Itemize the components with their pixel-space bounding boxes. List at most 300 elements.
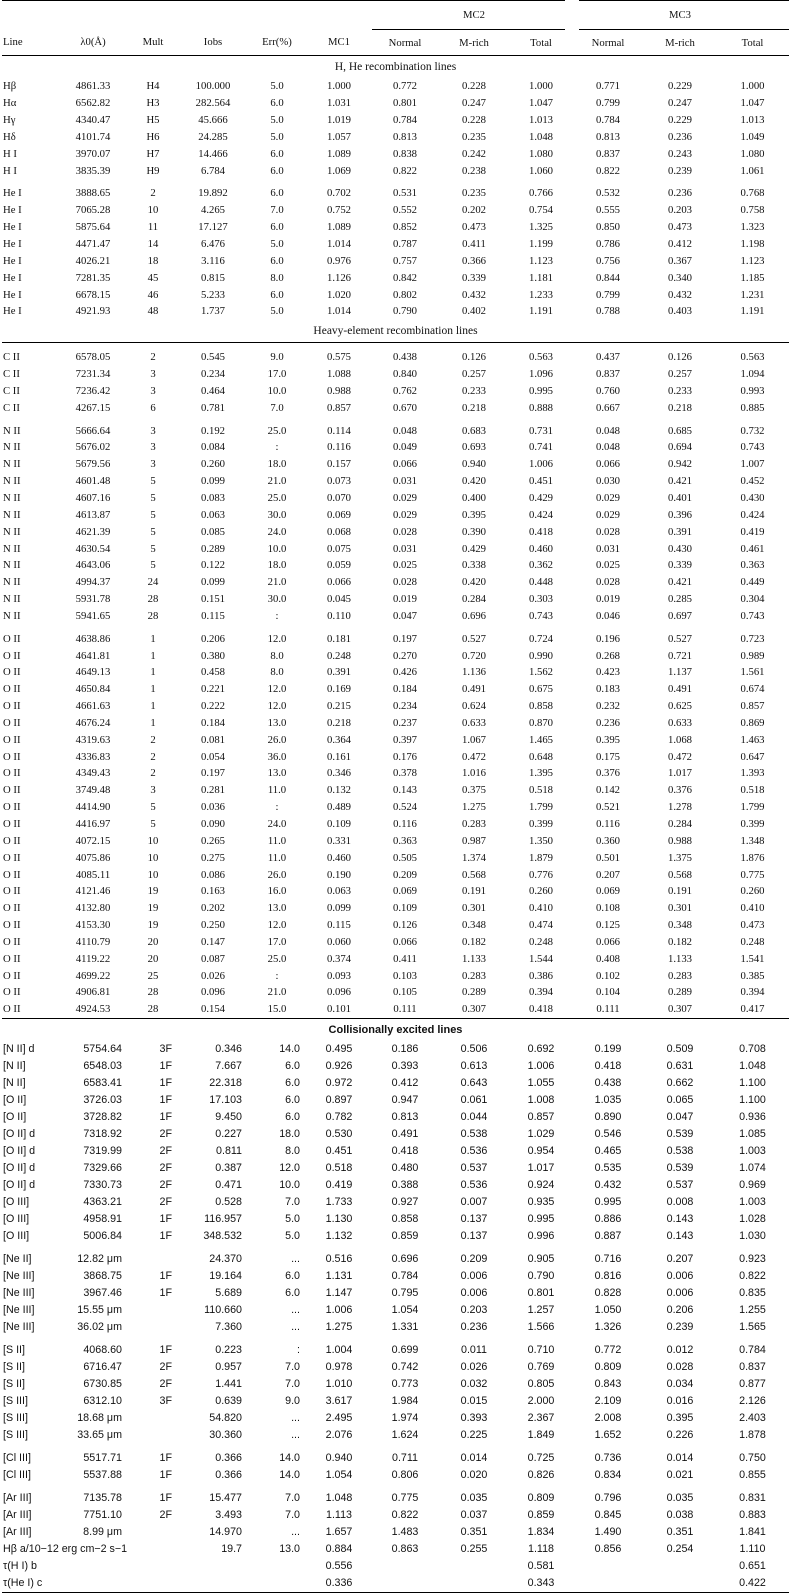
table-cell: 1.048: [325, 1492, 353, 1505]
table-cell: 0.535: [594, 1162, 622, 1175]
table-cell: 0.301: [461, 902, 487, 915]
table-cell: 26.0: [267, 733, 287, 746]
table-cell: 7.0: [270, 401, 284, 414]
table-cell: 0.805: [527, 1378, 555, 1391]
table-cell: 0.842: [392, 271, 418, 284]
table-cell: 0.303: [528, 593, 554, 606]
table-cell: 1.657: [325, 1526, 353, 1539]
table-cell: 0.028: [666, 1361, 694, 1374]
table-cell: 1F: [159, 1492, 172, 1505]
line-label-cell: O II: [3, 649, 21, 662]
line-label-cell: [N II] d: [3, 1043, 35, 1056]
table-cell: 0.202: [461, 204, 487, 217]
table-cell: [128, 1302, 178, 1319]
table-cell: 0.101: [326, 1003, 352, 1016]
table-cell: 1.799: [740, 801, 765, 814]
table-cell: 30.0: [267, 593, 287, 606]
table-cell: 1.257: [527, 1304, 555, 1317]
table-cell: [644, 1575, 716, 1593]
column-header: λ0(Å): [58, 30, 128, 56]
line-label-cell: He I: [3, 271, 22, 284]
table-cell: 0.069: [392, 885, 418, 898]
table-cell: 0.338: [461, 559, 487, 572]
table-row: [2, 557, 789, 574]
table-cell: 2.403: [739, 1412, 766, 1425]
table-cell: 0.430: [667, 542, 693, 555]
table-cell: 0.633: [461, 716, 487, 729]
table-row: [2, 731, 789, 748]
table-cell: 0.856: [594, 1543, 622, 1556]
table-cell: 11.0: [267, 834, 287, 847]
table-cell: 0.075: [326, 542, 352, 555]
table-cell: 0.364: [326, 733, 352, 746]
table-cell: 0.014: [666, 1452, 694, 1465]
table-cell: 0.184: [392, 683, 418, 696]
table-cell: 6.0: [285, 1111, 300, 1124]
table-cell: 1.733: [325, 1196, 353, 1209]
table-cell: 4650.84: [75, 683, 111, 696]
table-cell: ...: [291, 1429, 300, 1442]
table-cell: 2.367: [527, 1412, 555, 1425]
table-cell: 1.133: [667, 952, 693, 965]
table-row: [2, 900, 789, 917]
line-intensity-table: [2, 0, 789, 1593]
table-cell: 0.066: [392, 935, 418, 948]
table-cell: 1.088: [326, 368, 352, 381]
line-label-cell: He I: [3, 305, 22, 318]
table-cell: 0.784: [392, 114, 418, 127]
table-cell: 0.552: [392, 204, 418, 217]
table-row: [2, 1041, 789, 1058]
table-cell: 0.351: [666, 1526, 694, 1539]
table-cell: 0.743: [740, 441, 765, 454]
table-cell: 0.802: [392, 288, 418, 301]
table-cell: 6.0: [270, 147, 284, 160]
table-cell: 0.762: [392, 384, 418, 397]
mc3-group-label: MC3: [644, 1, 716, 30]
table-cell: 10.0: [267, 542, 287, 555]
table-cell: 0.613: [460, 1060, 488, 1073]
table-cell: 0.546: [594, 1128, 622, 1141]
table-cell: 24.285: [198, 130, 228, 143]
header-group-row: [2, 1, 789, 30]
column-header: Total: [510, 30, 572, 56]
line-label-cell: O II: [3, 935, 21, 948]
table-cell: 0.388: [391, 1179, 419, 1192]
table-cell: 3970.07: [75, 147, 111, 160]
table-cell: 0.412: [391, 1077, 419, 1090]
table-cell: 3: [150, 784, 156, 797]
table-cell: 0.536: [460, 1179, 488, 1192]
table-cell: 0.852: [392, 221, 418, 234]
table-cell: 0.438: [594, 1077, 622, 1090]
table-cell: H6: [146, 130, 160, 143]
table-cell: 5.0: [270, 130, 284, 143]
table-cell: 0.254: [666, 1543, 694, 1556]
table-cell: [58, 1575, 128, 1593]
table-cell: 0.006: [666, 1270, 694, 1283]
table-cell: 0.093: [326, 969, 352, 982]
table-cell: 0.096: [326, 986, 352, 999]
line-label-cell: H I: [3, 147, 17, 160]
table-cell: 1.017: [667, 767, 693, 780]
table-cell: 0.161: [326, 750, 352, 763]
table-cell: 2: [150, 351, 156, 364]
table-cell: :: [297, 1344, 300, 1357]
table-row: [2, 383, 789, 400]
line-label-cell: [Ne II]: [3, 1253, 32, 1266]
table-cell: 5.0: [270, 305, 284, 318]
line-label-cell: [S II]: [3, 1378, 25, 1391]
table-cell: H4: [146, 80, 160, 93]
table-cell: 13.0: [267, 902, 287, 915]
table-cell: 1.048: [739, 1060, 766, 1073]
line-label-cell: O II: [3, 750, 21, 763]
table-cell: 0.855: [739, 1469, 766, 1482]
table-cell: 0.236: [595, 716, 621, 729]
table-row: [2, 162, 789, 179]
table-cell: 0.031: [392, 475, 418, 488]
line-label-cell: C II: [3, 401, 20, 414]
table-cell: 0.066: [595, 935, 621, 948]
line-label-cell: N II: [3, 508, 21, 521]
table-cell: 1F: [159, 1077, 172, 1090]
table-cell: 6.0: [270, 254, 284, 267]
table-cell: 0.568: [667, 868, 693, 881]
table-cell: 0.034: [666, 1378, 694, 1391]
table-cell: 6312.10: [83, 1395, 122, 1408]
table-row: [2, 799, 789, 816]
table-cell: 1F: [159, 1287, 172, 1300]
table-cell: 1.275: [325, 1321, 353, 1334]
table-cell: 0.037: [460, 1509, 488, 1522]
table-row: [2, 715, 789, 732]
table-cell: 0.376: [667, 784, 693, 797]
line-label-cell: O II: [3, 885, 21, 898]
table-row: [2, 95, 789, 112]
table-cell: 0.021: [666, 1469, 694, 1482]
table-row: [2, 236, 789, 253]
table-cell: 0.054: [200, 750, 226, 763]
table-cell: 6.784: [200, 164, 226, 177]
table-cell: 28: [147, 593, 159, 606]
table-cell: 0.563: [528, 351, 554, 364]
table-cell: 0.838: [392, 147, 418, 160]
table-cell: 0.366: [215, 1469, 242, 1482]
table-cell: 8.0: [270, 666, 284, 679]
table-cell: 0.116: [327, 441, 351, 454]
table-cell: 0.989: [740, 649, 765, 662]
table-cell: 0.206: [666, 1304, 694, 1317]
table-cell: 7319.99: [83, 1145, 122, 1158]
table-cell: 0.940: [461, 458, 487, 471]
table-cell: 0.837: [595, 368, 621, 381]
table-cell: 0.766: [528, 187, 554, 200]
table-cell: 1.006: [528, 458, 554, 471]
table-cell: 0.006: [460, 1287, 488, 1300]
table-row: [2, 1484, 789, 1507]
table-cell: 0.683: [461, 424, 487, 437]
table-cell: 0.888: [528, 401, 554, 414]
table-cell: 1.061: [740, 164, 765, 177]
table-cell: 45: [147, 271, 159, 284]
table-cell: 0.104: [595, 986, 621, 999]
table-cell: 0.775: [740, 868, 765, 881]
table-cell: 21.0: [267, 576, 287, 589]
table-cell: 0.995: [594, 1196, 622, 1209]
table-cell: [128, 1319, 178, 1336]
line-label-cell: [S II]: [3, 1361, 25, 1374]
table-cell: 0.858: [528, 700, 554, 713]
table-cell: 1.050: [594, 1304, 622, 1317]
table-cell: 0.044: [460, 1111, 488, 1124]
table-cell: 1.350: [528, 834, 554, 847]
line-label-cell: [Ne III]: [3, 1270, 35, 1283]
line-label-cell: [Ar III]: [3, 1509, 32, 1522]
table-row: [2, 1376, 789, 1393]
table-cell: 0.863: [391, 1543, 419, 1556]
table-cell: 18.0: [267, 559, 287, 572]
table-cell: 0.225: [460, 1429, 488, 1442]
table-cell: 3868.75: [83, 1270, 122, 1283]
table-cell: 0.235: [461, 187, 487, 200]
table-row: [2, 1359, 789, 1376]
table-cell: 15.0: [267, 1003, 287, 1016]
line-label-cell: N II: [3, 475, 21, 488]
table-cell: 0.758: [740, 204, 765, 217]
table-cell: 0.537: [666, 1179, 694, 1192]
table-cell: 0.378: [392, 767, 418, 780]
table-row: [2, 1160, 789, 1177]
table-cell: 0.068: [326, 525, 352, 538]
table-cell: 10: [147, 868, 159, 881]
table-cell: 0.858: [391, 1213, 419, 1226]
table-cell: 0.343: [510, 1575, 572, 1593]
table-cell: 0.190: [326, 868, 352, 881]
table-cell: 0.843: [594, 1378, 622, 1391]
table-cell: 0.461: [740, 542, 765, 555]
table-cell: 0.063: [326, 885, 352, 898]
table-cell: 0.826: [527, 1469, 555, 1482]
table-cell: 1.255: [739, 1304, 766, 1317]
table-cell: 0.788: [595, 305, 621, 318]
table-cell: 0.518: [528, 784, 554, 797]
table-cell: 18: [147, 254, 159, 267]
table-cell: 0.648: [528, 750, 554, 763]
table-cell: 0.028: [595, 576, 621, 589]
table-row: [2, 399, 789, 416]
table-cell: 0.380: [200, 649, 226, 662]
table-cell: 0.403: [667, 305, 693, 318]
table-cell: 1.085: [739, 1128, 766, 1141]
table-cell: 0.339: [667, 559, 693, 572]
table-cell: 0.126: [461, 351, 487, 364]
table-cell: 1: [150, 632, 156, 645]
table-cell: 0.429: [528, 491, 554, 504]
table-cell: 25.0: [267, 424, 287, 437]
table-cell: 0.031: [392, 542, 418, 555]
line-label-cell: O II: [3, 834, 21, 847]
table-cell: 3: [150, 424, 156, 437]
table-cell: 8.99 μm: [83, 1526, 122, 1539]
table-cell: 0.109: [326, 818, 352, 831]
table-cell: 1.004: [325, 1344, 353, 1357]
column-header: Err(%): [248, 30, 306, 56]
table-row: [2, 1075, 789, 1092]
table-cell: 0.307: [461, 1003, 487, 1016]
table-cell: 0.032: [460, 1378, 488, 1391]
table-cell: 0.142: [595, 784, 621, 797]
table-cell: 0.859: [391, 1230, 419, 1243]
table-cell: 19.7: [221, 1543, 242, 1556]
table-cell: 6678.15: [75, 288, 111, 301]
table-row: [2, 342, 789, 365]
table-cell: 0.250: [200, 919, 226, 932]
table-cell: 0.137: [460, 1230, 488, 1243]
table-cell: 0.815: [200, 271, 226, 284]
column-header: Normal: [372, 30, 438, 56]
table-row: [2, 252, 789, 269]
table-cell: 0.988: [326, 384, 352, 397]
table-cell: 21.0: [267, 986, 287, 999]
table-cell: 0.197: [392, 632, 418, 645]
table-cell: 1.126: [326, 271, 352, 284]
table-cell: [58, 1558, 128, 1575]
table-cell: 4416.97: [75, 818, 111, 831]
table-cell: 0.784: [391, 1270, 419, 1283]
table-cell: 0.065: [666, 1094, 694, 1107]
table-cell: 0.284: [461, 593, 487, 606]
line-label-cell: O II: [3, 767, 21, 780]
table-cell: 1.008: [527, 1094, 555, 1107]
table-cell: [128, 1524, 178, 1541]
table-cell: 7751.10: [83, 1509, 122, 1522]
table-cell: 13.0: [279, 1543, 300, 1556]
table-cell: 1.737: [200, 305, 226, 318]
section-heading-row: [2, 320, 789, 343]
table-cell: 5.0: [285, 1230, 300, 1243]
table-cell: 3888.65: [75, 187, 111, 200]
table-cell: 0.806: [391, 1469, 419, 1482]
table-cell: 0.859: [527, 1509, 555, 1522]
line-label-cell: [S III]: [3, 1429, 28, 1442]
line-label-cell: O II: [3, 733, 21, 746]
line-label-cell: O II: [3, 851, 21, 864]
table-cell: 0.122: [200, 559, 226, 572]
table-row: [2, 1558, 789, 1575]
table-cell: 5: [150, 475, 156, 488]
table-row: [2, 78, 789, 95]
table-cell: 2F: [159, 1145, 172, 1158]
table-cell: 6562.82: [75, 97, 111, 110]
table-cell: 6.0: [285, 1287, 300, 1300]
table-cell: 7.0: [285, 1378, 300, 1391]
table-cell: 0.518: [740, 784, 765, 797]
table-cell: 14.0: [279, 1452, 300, 1465]
table-cell: 0.137: [460, 1213, 488, 1226]
table-cell: 4267.15: [75, 401, 111, 414]
table-cell: 7318.92: [83, 1128, 122, 1141]
table-cell: 1F: [159, 1094, 172, 1107]
table-cell: 0.736: [594, 1452, 622, 1465]
line-label-cell: [Ar III]: [3, 1526, 32, 1539]
table-cell: 6.0: [270, 164, 284, 177]
table-cell: 0.662: [666, 1077, 694, 1090]
table-cell: 6.0: [285, 1094, 300, 1107]
table-cell: 0.927: [391, 1196, 419, 1209]
line-label-cell: [O II] d: [3, 1145, 36, 1158]
table-cell: 2F: [159, 1162, 172, 1175]
table-cell: 0.151: [200, 593, 226, 606]
table-cell: 0.516: [325, 1253, 353, 1266]
table-cell: 0.307: [667, 1003, 693, 1016]
table-cell: 0.995: [527, 1213, 555, 1226]
table-cell: 0.708: [739, 1043, 766, 1056]
table-cell: 0.527: [461, 632, 487, 645]
table-row: [2, 129, 789, 146]
line-label-cell: N II: [3, 576, 21, 589]
table-cell: 0.720: [461, 649, 487, 662]
table-cell: 0.192: [200, 424, 226, 437]
table-cell: 0.206: [200, 632, 226, 645]
table-cell: 0.248: [326, 649, 352, 662]
table-cell: 5.233: [200, 288, 226, 301]
table-cell: 0.045: [326, 593, 352, 606]
table-cell: 0.418: [391, 1145, 419, 1158]
table-cell: 1.068: [667, 733, 693, 746]
table-cell: 0.400: [461, 491, 487, 504]
table-cell: 0.126: [667, 351, 693, 364]
table-cell: 0.448: [528, 576, 554, 589]
table-cell: 0.556: [325, 1560, 353, 1573]
table-cell: 0.203: [460, 1304, 488, 1317]
table-cell: 2F: [159, 1509, 172, 1522]
table-cell: 1.000: [326, 80, 352, 93]
table-cell: 19: [147, 919, 159, 932]
table-cell: 0.990: [528, 649, 554, 662]
table-cell: 10: [147, 851, 159, 864]
table-cell: 2.126: [739, 1395, 766, 1408]
table-cell: 4068.60: [83, 1344, 122, 1357]
table-cell: 9.0: [270, 351, 284, 364]
line-label-cell: O II: [3, 716, 21, 729]
table-cell: H5: [146, 114, 160, 127]
table-cell: 0.348: [461, 919, 487, 932]
table-cell: 0.163: [200, 885, 226, 898]
table-cell: 5.0: [270, 80, 284, 93]
table-row: [2, 1001, 789, 1018]
table-cell: 0.670: [392, 401, 418, 414]
table-cell: 0.395: [666, 1412, 694, 1425]
table-cell: 4119.22: [75, 952, 111, 965]
line-label-cell: O II: [3, 952, 21, 965]
line-label-cell: O II: [3, 784, 21, 797]
table-cell: 4958.91: [83, 1213, 122, 1226]
table-cell: 0.536: [460, 1145, 488, 1158]
table-cell: 12.0: [267, 700, 287, 713]
table-cell: 3: [150, 458, 156, 471]
table-cell: 4699.22: [75, 969, 111, 982]
table-cell: 5: [150, 559, 156, 572]
table-row: [2, 664, 789, 681]
table-cell: 1.100: [739, 1077, 766, 1090]
table-row: [2, 1285, 789, 1302]
table-cell: 1.136: [461, 666, 487, 679]
table-cell: 14.970: [209, 1526, 242, 1539]
table-cell: 7065.28: [75, 204, 111, 217]
table-cell: 0.976: [326, 254, 352, 267]
table-cell: 0.028: [392, 525, 418, 538]
